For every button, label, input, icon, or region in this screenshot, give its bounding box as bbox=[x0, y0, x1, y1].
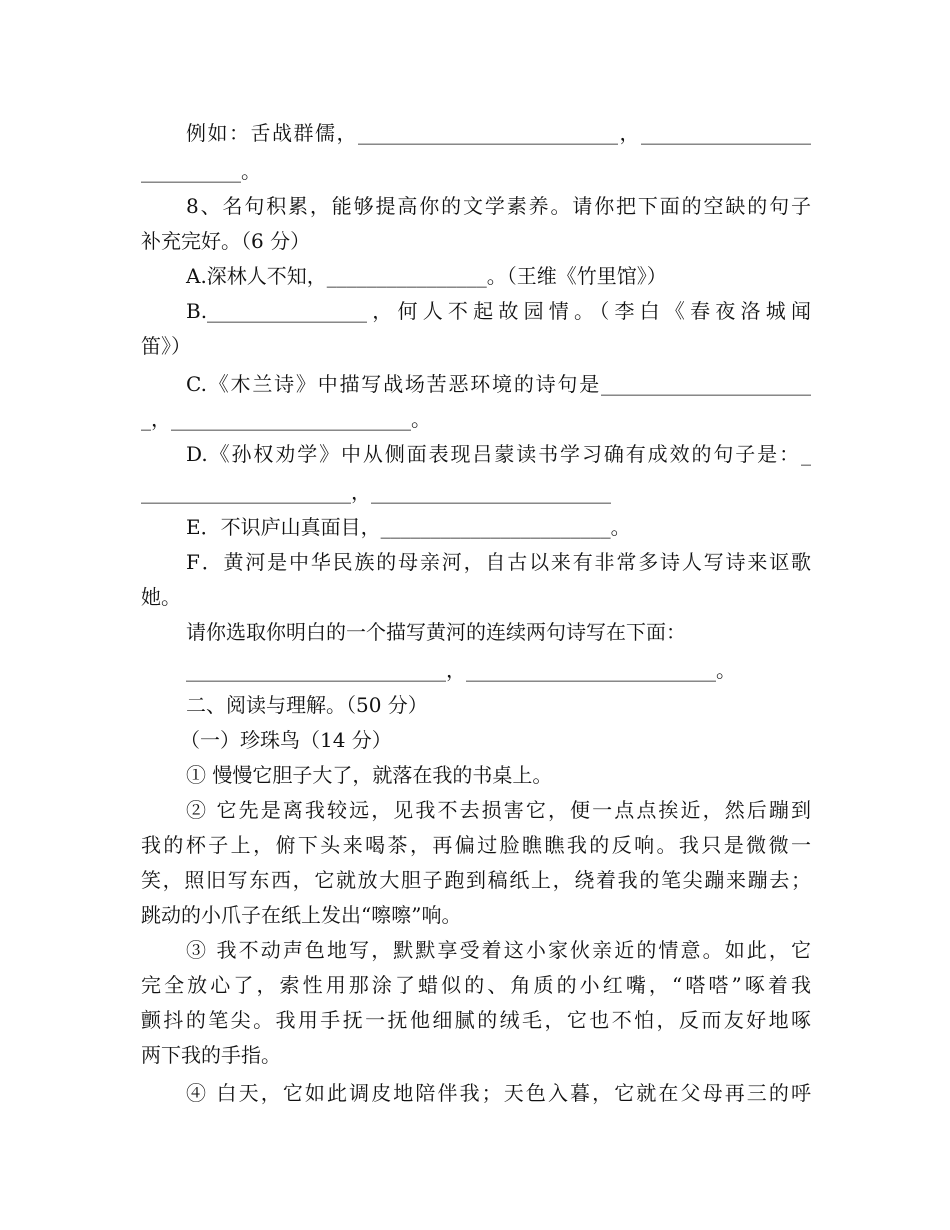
text-line-example: 例如：舌战群儒，__________________________，_________________ bbox=[186, 121, 811, 145]
question-8-item-f-prompt: 请你选取你明白的一个描写黄河的连续两句诗写在下面： bbox=[186, 620, 686, 644]
question-8-item-e: E．不识庐山真面目，_______________________。 bbox=[186, 515, 631, 539]
question-8-item-d: D.《孙权劝学》中从侧面表现吕蒙读书学习确有成效的句子是：_ bbox=[186, 442, 811, 466]
text-line-example-cont: __________。 bbox=[141, 159, 261, 183]
passage-paragraph-4: ④ 白天，它如此调皮地陪伴我；天色入暮，它就在父母再三的呼 bbox=[186, 1081, 811, 1105]
passage-paragraph-3-line-3: 颤抖的笔尖。我用手抚一抚他细腻的绒毛，它也不怕，反而友好地啄 bbox=[141, 1008, 811, 1032]
question-8-item-b-cont: 笛》） bbox=[141, 334, 191, 358]
passage-paragraph-3: ③ 我不动声色地写，默默享受着这小家伙亲近的情意。如此，它 bbox=[186, 938, 811, 962]
passage-1-title: （一）珍珠鸟（14 分） bbox=[180, 728, 392, 752]
question-8-item-a: A.深林人不知，________________。（王维《竹里馆》） bbox=[186, 264, 667, 288]
question-8-item-f: F．黄河是中华民族的母亲河，自古以来有非常多诗人写诗来讴歌 bbox=[186, 550, 811, 574]
passage-paragraph-2-line-2: 我的杯子上，俯下头来喝茶，再偏过脸瞧瞧我的反响。我只是微微一 bbox=[141, 833, 811, 857]
question-8-item-c-cont: _，________________________。 bbox=[141, 407, 431, 431]
question-8-item-f-cont: 她。 bbox=[141, 585, 181, 609]
passage-paragraph-2-line-3: 笑，照旧写东西，它就放大胆子跑到稿纸上，绕着我的笔尖蹦来蹦去； bbox=[141, 868, 811, 892]
passage-paragraph-2: ② 它先是离我较远，见我不去损害它，便一点点挨近，然后蹦到 bbox=[186, 798, 811, 822]
passage-paragraph-3-line-2: 完全放心了，索性用那涂了蜡似的、角质的小红嘴，“嗒嗒”啄着我 bbox=[141, 973, 811, 997]
question-8-item-b: B.________________，何人不起故园情。（李白《春夜洛城闻 bbox=[186, 299, 811, 323]
question-8-item-f-answer-blanks: __________________________，_________________________。 bbox=[186, 658, 736, 682]
passage-paragraph-1: ① 慢慢它胆子大了，就落在我的书桌上。 bbox=[186, 763, 553, 787]
passage-paragraph-2-line-4: 跳动的小爪子在纸上发出“嚓嚓”响。 bbox=[141, 903, 462, 927]
question-8-heading: 8、名句积累，能够提高你的文学素养。请你把下面的空缺的句子 bbox=[186, 194, 811, 218]
question-8-item-c: C.《木兰诗》中描写战场苦恶环境的诗句是_____________________ bbox=[186, 372, 811, 396]
question-8-item-d-cont: _____________________，________________________ bbox=[141, 480, 611, 504]
section-2-heading: 二、阅读与理解。（50 分） bbox=[186, 693, 428, 717]
passage-paragraph-3-line-4: 两下我的手指。 bbox=[141, 1043, 281, 1067]
question-8-heading-cont: 补充完好。（6 分） bbox=[141, 229, 311, 253]
